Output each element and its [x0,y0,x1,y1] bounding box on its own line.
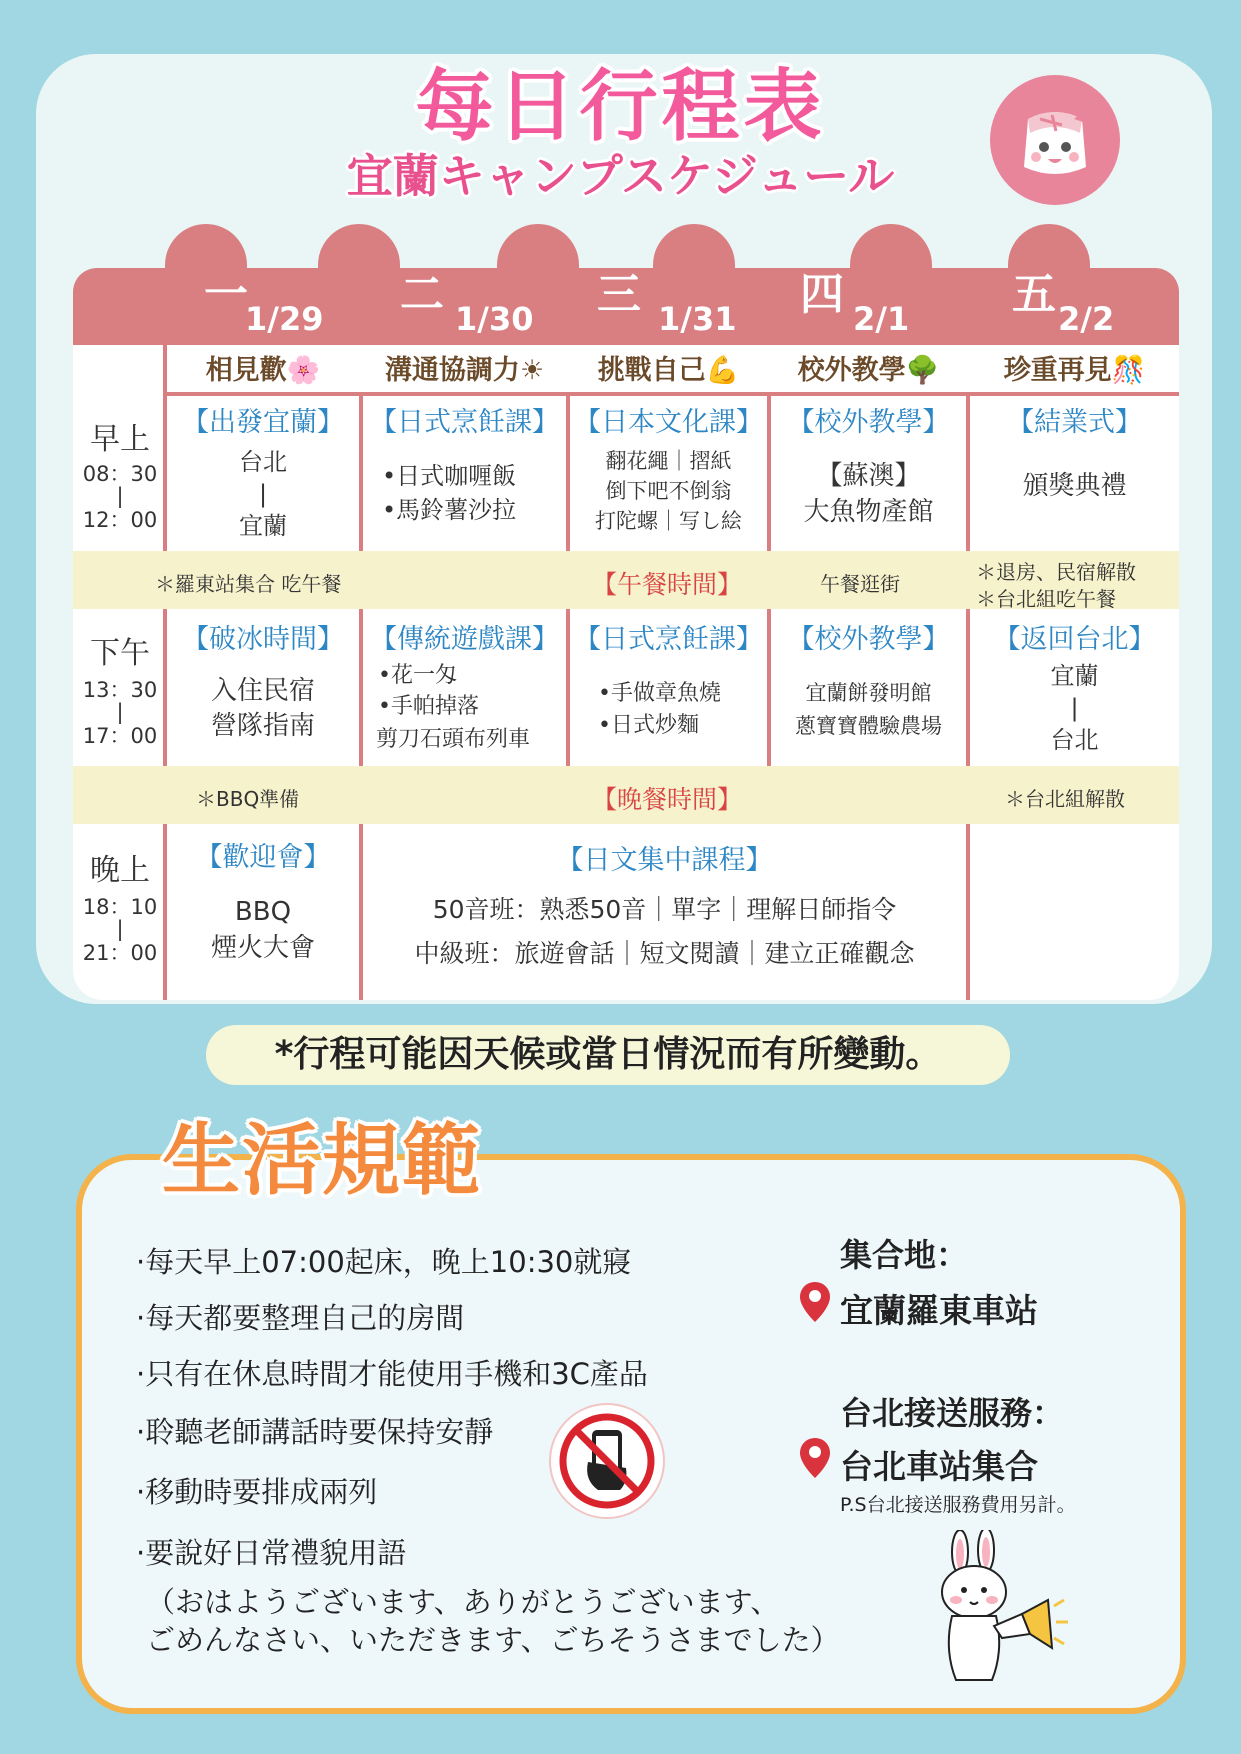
morning-line: 【蘇澳】 [816,461,921,491]
afternoon-title-1: 【破冰時間】 [182,624,344,655]
afternoon-line: •手帕掉落 [378,694,479,719]
day-theme-5: 珍重再見🎊 [1003,355,1146,386]
period-evening-start: 18：10 [82,895,158,919]
rule-phrases-line1: （おはようございます、ありがとうございます、 [146,1585,780,1619]
dinner-note-day5: ＊台北組解散 [1005,787,1125,811]
morning-line: 頒獎典禮 [1022,471,1127,501]
afternoon-line: 宜蘭 [1050,662,1099,690]
lunch-note-day5a: ＊退房、民宿解散 [976,560,1136,584]
morning-line: 台北 [239,448,287,476]
afternoon-title-4: 【校外教學】 [787,624,950,655]
afternoon-line: 宜蘭餅發明館 [805,681,932,705]
dinner-title: 【晚餐時間】 [592,785,743,814]
rule-item: ·只有在休息時間才能使用手機和3C產品 [136,1357,648,1391]
period-morning-end: 12：00 [82,508,158,532]
period-evening: 晚上 [90,853,150,888]
page-subtitle: 宜蘭キャンプスケジュール [346,149,895,203]
morning-title-5: 【結業式】 [1007,407,1142,438]
transfer-place: 台北車站集合 [840,1447,1038,1486]
lunch-title: 【午餐時間】 [592,570,743,599]
rule-item: ·每天早上07:00起床，晚上10:30就寢 [136,1245,632,1279]
afternoon-line: 營隊指南 [210,711,315,741]
day-label-5: 五 [1012,269,1056,320]
afternoon-line: •花一匁 [378,663,457,688]
day-label-2: 二 [400,269,444,320]
rules-title: 生活規範 [162,1116,483,1206]
period-afternoon-end: 17：00 [82,724,158,748]
meeting-label: 集合地： [840,1236,969,1274]
afternoon-line: •日式炒麵 [598,713,699,738]
mascot-icon [990,75,1120,205]
morning-line: 倒下吧不倒翁 [605,479,732,503]
transfer-label: 台北接送服務： [840,1394,1065,1432]
day-date-3: 1/31 [658,300,737,338]
morning-line: 宜蘭 [239,512,287,540]
lunch-note-day5b: ＊台北組吃午餐 [976,587,1116,611]
period-morning-start: 08：30 [82,462,158,486]
evening-course-title: 【日文集中課程】 [556,845,773,876]
rule-item: ·移動時要排成兩列 [136,1475,378,1509]
evening-line: 煙火大會 [210,933,315,963]
rule-item: ·每天都要整理自己的房間 [136,1301,465,1335]
day-theme-1: 相見歡🌸 [205,355,321,386]
evening-title-1: 【歡迎會】 [195,842,331,873]
period-morning-sep: | [116,484,124,508]
evening-course-line2: 中級班：旅遊會話｜短文閱讀｜建立正確觀念 [414,939,915,968]
afternoon-title-2: 【傳統遊戲課】 [370,624,559,655]
rule-item: ·聆聽老師講話時要保持安靜 [136,1415,494,1449]
day-theme-3: 挑戰自己💪 [597,355,740,386]
day-theme-2: 溝通協調力☀ [384,355,545,386]
afternoon-line: 入住民宿 [210,676,315,706]
no-phone-icon [548,1402,666,1520]
morning-line: 大魚物產館 [803,497,934,527]
lunch-note-day1: ＊羅東站集合 吃午餐 [155,572,342,596]
day-date-5: 2/2 [1058,300,1115,338]
theme-divider [165,392,1179,396]
period-afternoon-sep: | [116,700,124,724]
morning-line: | [258,480,268,508]
day-date-4: 2/1 [853,300,910,338]
afternoon-line: •手做章魚燒 [598,681,721,706]
day-theme-4: 校外教學🌳 [797,355,940,386]
day-label-4: 四 [800,269,844,320]
day-date-2: 1/30 [455,300,534,338]
evening-line: BBQ [234,897,292,927]
day-label-1: 一 [204,269,248,320]
afternoon-title-3: 【日式烹飪課】 [574,624,763,655]
morning-line: 翻花繩｜摺紙 [605,449,732,473]
page-title: 每日行程表 [415,62,826,152]
day-label-3: 三 [597,269,641,320]
afternoon-line: 蔥寶寶體驗農場 [795,714,942,738]
period-evening-end: 21：00 [82,941,158,965]
lunch-note-day4: 午餐逛街 [820,572,900,596]
day-date-1: 1/29 [245,300,324,338]
location-pin-icon [798,1280,832,1324]
morning-title-2: 【日式烹飪課】 [370,407,559,438]
location-pin-icon [798,1436,832,1480]
morning-line: •日式咖喱飯 [382,462,517,490]
grid-line [966,824,970,1000]
period-evening-sep: | [116,917,124,941]
period-afternoon: 下午 [90,636,150,671]
meeting-place: 宜蘭羅東車站 [840,1291,1038,1330]
morning-line: •馬鈴薯沙拉 [382,496,517,524]
morning-title-1: 【出發宜蘭】 [182,407,344,438]
morning-line: 打陀螺｜写し絵 [595,509,742,533]
evening-course-line1: 50音班：熟悉50音｜單字｜理解日師指令 [432,895,897,924]
notice-text: *行程可能因天候或當日情況而有所變動。 [274,1034,942,1075]
morning-title-4: 【校外教學】 [787,407,950,438]
transfer-ps-note: P.S台北接送服務費用另計。 [840,1494,1076,1516]
afternoon-line: 剪刀石頭布列車 [376,727,531,752]
morning-title-3: 【日本文化課】 [574,407,763,438]
afternoon-title-5: 【返回台北】 [993,624,1156,655]
afternoon-line: | [1070,694,1079,722]
period-afternoon-start: 13：30 [82,678,158,702]
rule-item: ·要說好日常禮貌用語 [136,1536,407,1570]
period-morning: 早上 [90,422,150,457]
dinner-note-day1: ＊BBQ準備 [196,787,300,811]
afternoon-line: 台北 [1050,726,1099,754]
rabbit-megaphone-icon [930,1530,1070,1690]
rule-phrases-line2: ごめんなさい、いただきます、ごちそうさまでした） [146,1623,840,1657]
